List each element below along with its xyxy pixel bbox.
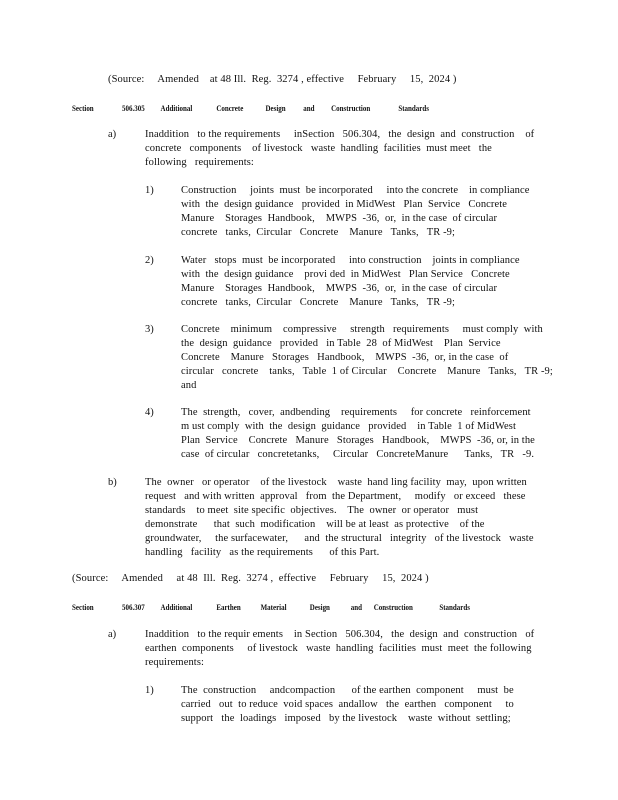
source-note: (Source: Amended at 48 Ill. Reg. 3274 , effective February 15, 2024 )	[72, 573, 429, 584]
heading-word: Concrete	[216, 103, 244, 113]
subsection-label: a)	[108, 129, 117, 140]
item-text-line: The strength, cover, andbending requirements for concrete reinforcement	[181, 407, 531, 418]
item-label: 4)	[145, 407, 154, 418]
heading-section-word: Section	[72, 103, 94, 113]
item-text-line: Construction joints must be incorporated into the concrete in compliance	[181, 185, 530, 196]
heading-word: Additional	[160, 103, 193, 113]
item-text-line: with the design guidance provi ded in MidWest Plan Service Concrete	[181, 269, 510, 280]
heading-word: and	[303, 103, 315, 113]
subsection-text-line: The owner or operator of the livestock waste hand ling facility may, upon written	[145, 477, 527, 488]
heading-word: Standards	[398, 103, 429, 113]
heading-word: Construction	[373, 602, 413, 612]
subsection-text-line: Inaddition to the requirements inSection 506.304, the design and construction of	[145, 129, 535, 140]
heading-section-word: Section	[72, 602, 94, 612]
heading-section-number: 506.305	[122, 103, 145, 113]
heading-word: Design	[265, 103, 286, 113]
item-text-line: concrete tanks, Circular Concrete Manure Tanks, TR -9;	[181, 297, 456, 308]
subsection-text-line: request and with written approval from the Department, modify or exceed these	[145, 491, 526, 502]
heading-word: Construction	[331, 103, 371, 113]
heading-word: Standards	[439, 602, 470, 612]
subsection-text-line: standards to meet site specific objectives. The owner or operator must	[145, 505, 479, 516]
subsection-label: a)	[108, 629, 117, 640]
subsection-text-line: groundwater, the surfacewater, and the structural integrity of the livestock waste	[145, 533, 534, 544]
heading-word: Material	[260, 602, 287, 612]
item-text-line: m ust comply with the design guidance provided in Table 1 of MidWest	[181, 421, 516, 432]
heading-word: Additional	[160, 602, 193, 612]
item-label: 3)	[145, 324, 154, 335]
subsection-text-line: requirements:	[145, 657, 205, 668]
subsection-text-line: following requirements:	[145, 157, 254, 168]
subsection-text-line: demonstrate that such modification will be at least as protective of the	[145, 519, 485, 530]
item-text-line: The construction andcompaction of the earthen component must be	[181, 685, 514, 696]
heading-word: and	[350, 602, 363, 612]
item-text-line: case of circular concretetanks, Circular ConcreteManure Tanks, TR -9.	[181, 449, 535, 460]
item-label: 1)	[145, 185, 154, 196]
item-text-line: and	[181, 380, 197, 391]
subsection-text-line: handling facility as the requirements of this Part.	[145, 547, 380, 558]
item-text-line: Manure Storages Handbook, MWPS -36, or, in the case of circular	[181, 283, 498, 294]
item-text-line: concrete tanks, Circular Concrete Manure Tanks, TR -9;	[181, 227, 456, 238]
subsection-text-line: Inaddition to the requir ements in Section 506.304, the design and construction of	[145, 629, 535, 640]
item-label: 2)	[145, 255, 154, 266]
subsection-text-line: concrete components of livestock waste handling facilities must meet the	[145, 143, 492, 154]
item-text-line: support the loadings imposed by the livestock waste without settling;	[181, 713, 511, 724]
item-text-line: with the design guidance provided in MidWest Plan Service Concrete	[181, 199, 508, 210]
item-text-line: Manure Storages Handbook, MWPS -36, or, in the case of circular	[181, 213, 498, 224]
heading-word: Earthen	[216, 602, 241, 612]
item-text-line: Concrete Manure Storages Handbook, MWPS -36, or, in the case of	[181, 352, 509, 363]
item-text-line: Water stops must be incorporated into construction joints in compliance	[181, 255, 520, 266]
item-text-line: carried out to reduce void spaces andallow the earthen component to	[181, 699, 514, 710]
heading-section-number: 506.307	[122, 602, 145, 612]
item-text-line: circular concrete tanks, Table 1 of Circular Concrete Manure Tanks, TR -9;	[181, 366, 553, 377]
item-text-line: the design guidance provided in Table 28 of MidWest Plan Service	[181, 338, 501, 349]
source-note: (Source: Amended at 48 Ill. Reg. 3274 , effective February 15, 2024 )	[108, 74, 457, 85]
subsection-text-line: earthen components of livestock waste handling facilities must meet the following	[145, 643, 532, 654]
item-text-line: Concrete minimum compressive strength requirements must comply with	[181, 324, 543, 335]
item-text-line: Plan Service Concrete Manure Storages Handbook, MWPS -36, or, in the	[181, 435, 535, 446]
heading-word: Design	[309, 602, 330, 612]
item-label: 1)	[145, 685, 154, 696]
subsection-label: b)	[108, 477, 117, 488]
